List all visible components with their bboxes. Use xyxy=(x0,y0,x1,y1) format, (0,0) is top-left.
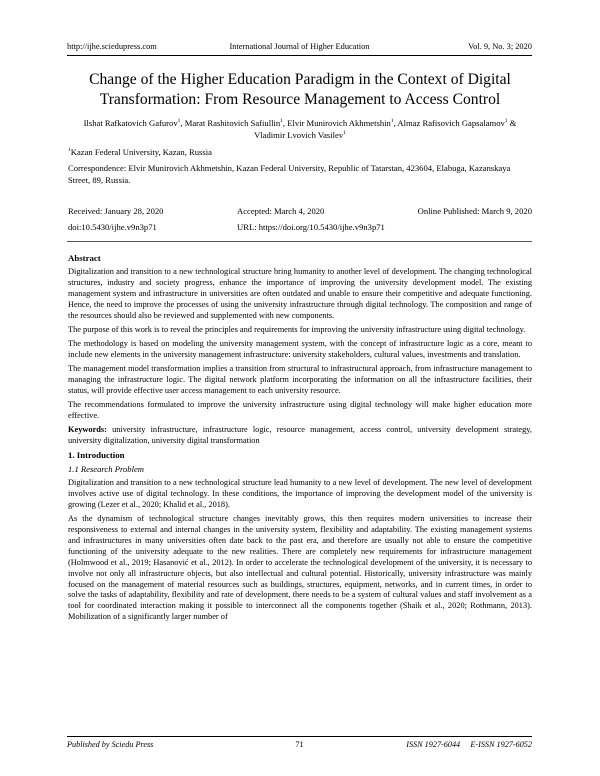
abstract-heading: Abstract xyxy=(68,253,101,263)
received-date: Received: January 28, 2020 xyxy=(68,206,164,216)
publication-dates xyxy=(68,206,532,218)
publisher: Published by Sciedu Press xyxy=(67,740,154,749)
author-name: , Elvir Munirovich Akhmetshin xyxy=(282,118,391,128)
keywords-text: university infrastructure, infrastructure logic, resource management, access control, university development strategy, university digitalization, university digital transformation xyxy=(68,425,532,446)
affiliation-marker: 1 xyxy=(280,118,283,125)
header-divider xyxy=(67,55,532,56)
correspondence: Correspondence: Elvir Munirovich Akhmetshin, Kazan Federal University, Republic of Tatarstan, 423604, Elabuga, Kazanskaya Street, 89, Russia. xyxy=(68,163,511,185)
footer-divider xyxy=(67,736,532,737)
affiliation-text: Kazan Federal University, Kazan, Russia xyxy=(70,147,212,157)
doi-url[interactable]: URL: https://doi.org/10.5430/ijhe.v9n3p71 xyxy=(237,222,385,232)
article-body xyxy=(68,253,532,626)
research-problem-heading: 1.1 Research Problem xyxy=(68,464,144,475)
page-number: 71 xyxy=(295,740,304,749)
abstract-paragraph: The recommendations formulated to improve the university infrastructure using digital technology will make higher education more effective. xyxy=(68,400,532,420)
abstract-paragraph: The management model transformation implies a transition from structural to infrastructural approach, from infrastructure management to managing the infrastructure logic. The digital network platform incorporating the information on all the infrastructure facilities, their status, will provide effective user access management to each university resource. xyxy=(68,364,532,395)
running-header xyxy=(67,42,532,54)
issn: ISSN 1927-6044 E-ISSN 1927-6052 xyxy=(406,740,532,749)
affiliation-marker: 1 xyxy=(504,118,508,125)
body-paragraph: As the dynamism of technological structure changes inevitably grows, this then requires modern universities to increase their responsiveness to external and internal changes in the university system, flexibility and adaptability. The existing management systems and infrastructures in many universities often date back to the past era, and therefore are usually not able to ensure the competitive functioning of the university adequate to the new realities. There are completely new requirements for infrastructure management (Holmwood et al., 2019; Hasanović et al., 2012). In order to accelerate the technological development of the university, it is necessary to involve not only all infrastructure objects, but also intellectual and cultural potential. Historically, university infrastructure was mainly focused on the management of material resources such as buildings, structures, equipment, networks, and in current times, in order to solve the tasks of adaptability, flexibility and rate of development, there needs to be a system of cultural values and staff involvement as a tool for coordinated interaction making it possible to interconnect all the components together (Shaik et al., 2020; Rothmann, 2013). Mobilization of a significantly larger number of xyxy=(68,514,532,622)
body-paragraph: Digitalization and transition to a new technological structure lead humanity to a new level of development. The new level of development involves active use of digital technology. In these conditions, the importance of improving the development model of the university is growing (Lezer et al., 2020; Khalid et al., 2018). xyxy=(68,478,532,509)
journal-url[interactable]: http://ijhe.sciedupress.com xyxy=(67,42,157,51)
abstract-paragraph: The purpose of this work is to reveal the principles and requirements for improving the university infrastructure using digital technology. xyxy=(68,324,526,334)
running-footer xyxy=(67,740,532,752)
author-list xyxy=(80,117,520,141)
metadata-divider xyxy=(67,241,532,242)
author-name: & Vladimir Lvovich Vasilev xyxy=(254,118,517,140)
accepted-date: Accepted: March 4, 2020 xyxy=(237,206,325,216)
affiliation xyxy=(68,146,532,158)
affiliation-marker: 1 xyxy=(343,130,346,137)
published-date: Online Published: March 9, 2020 xyxy=(417,206,532,216)
affiliation-number: 1 xyxy=(68,147,71,154)
doi-row xyxy=(68,222,532,234)
author-name: Ilshat Rafkatovich Gafurov xyxy=(83,118,178,128)
doi: doi:10.5430/ijhe.v9n3p71 xyxy=(68,222,157,232)
affiliation-marker: 1 xyxy=(177,118,181,125)
article-title: Change of the Higher Education Paradigm in the Context of Digital Transformation: From Resource Management to Access Control xyxy=(89,71,511,108)
keywords xyxy=(68,425,532,447)
author-name: , Marat Rashitovich Safiullin xyxy=(180,118,281,128)
affiliation-marker: 1 xyxy=(390,118,394,125)
volume-info: Vol. 9, No. 3; 2020 xyxy=(468,42,532,51)
abstract-paragraph: The methodology is based on modeling the university management system, with the concept of infrastructure logic as a core, meant to include new elements in the university management infrastructure: university stakeholders, cultural values, investments and translation. xyxy=(68,338,532,359)
journal-name: International Journal of Higher Education xyxy=(229,42,370,51)
keywords-label: Keywords: xyxy=(68,425,107,435)
introduction-heading: 1. Introduction xyxy=(68,450,125,461)
author-name: , Almaz Rafisovich Gapsalamov xyxy=(393,118,505,128)
abstract-paragraph: Digitalization and transition to a new technological structure bring humanity to another level of development. The changing technological structures, industry and society progress, enhance the importance of improving the university development model. The existing management system and infrastructure in universities are often outdated and unable to ensure their competitive and adequate functioning. Hence, the need to improve the processes of using the university infrastructure through digital technology. The composition and range of the resources should also be reviewed and supplemented with new components. xyxy=(68,266,532,320)
